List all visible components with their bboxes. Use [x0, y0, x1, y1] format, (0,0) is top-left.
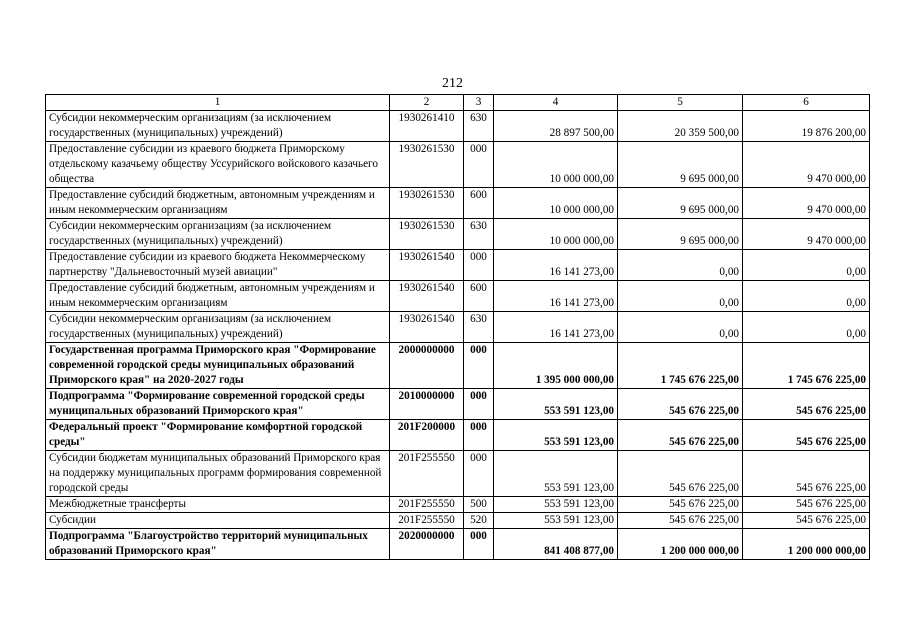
- amount-col5-cell: 0,00: [618, 281, 743, 312]
- amount-col6-cell: 0,00: [743, 250, 870, 281]
- row-name-cell: Предоставление субсидий бюджетным, автономным учреждениям и иным некоммерческим организациям: [46, 281, 390, 312]
- target-code-cell: 1930261540: [390, 250, 464, 281]
- table-row: [46, 343, 870, 389]
- row-name-cell: Предоставление субсидии из краевого бюджета Приморскому отдельскому казачьему обществу Уссурийского войскового казачьего общества: [46, 142, 390, 188]
- row-name-cell: Субсидии некоммерческим организациям (за исключением государственных (муниципальных) учреждений): [46, 219, 390, 250]
- amount-col6-cell: 545 676 225,00: [743, 389, 870, 420]
- table-row: [46, 451, 870, 497]
- amount-col4-cell: 553 591 123,00: [494, 513, 618, 529]
- expense-type-cell: 600: [464, 281, 494, 312]
- table-row: [46, 312, 870, 343]
- target-code-cell: 201F255550: [390, 513, 464, 529]
- expense-type-cell: 630: [464, 312, 494, 343]
- row-name-cell: Государственная программа Приморского края "Формирование современной городской среды муниципальных образований Приморского края" на 2020-2027 годы: [46, 343, 390, 389]
- amount-col6-cell: 9 470 000,00: [743, 219, 870, 250]
- amount-col5-cell: 545 676 225,00: [618, 420, 743, 451]
- table-row: [46, 250, 870, 281]
- expense-type-cell: 600: [464, 188, 494, 219]
- table-row: [46, 219, 870, 250]
- table-body: [46, 95, 870, 560]
- column-header: 1: [46, 95, 390, 111]
- amount-col5-cell: 9 695 000,00: [618, 219, 743, 250]
- amount-col6-cell: 545 676 225,00: [743, 513, 870, 529]
- amount-col6-cell: 9 470 000,00: [743, 188, 870, 219]
- target-code-cell: 2000000000: [390, 343, 464, 389]
- table-row: [46, 111, 870, 142]
- expense-type-cell: 000: [464, 250, 494, 281]
- amount-col6-cell: 545 676 225,00: [743, 497, 870, 513]
- column-header: 3: [464, 95, 494, 111]
- table-row: [46, 529, 870, 560]
- amount-col4-cell: 16 141 273,00: [494, 250, 618, 281]
- expense-type-cell: 000: [464, 343, 494, 389]
- column-header: 6: [743, 95, 870, 111]
- amount-col4-cell: 553 591 123,00: [494, 420, 618, 451]
- amount-col6-cell: 1 745 676 225,00: [743, 343, 870, 389]
- target-code-cell: 201F255550: [390, 451, 464, 497]
- column-header: 4: [494, 95, 618, 111]
- amount-col4-cell: 553 591 123,00: [494, 389, 618, 420]
- table-row: [46, 281, 870, 312]
- expense-type-cell: 000: [464, 451, 494, 497]
- table-row: [46, 389, 870, 420]
- expense-type-cell: 000: [464, 389, 494, 420]
- page-number: 212: [442, 76, 463, 91]
- amount-col5-cell: 545 676 225,00: [618, 497, 743, 513]
- expense-type-cell: 630: [464, 219, 494, 250]
- expense-type-cell: 520: [464, 513, 494, 529]
- row-name-cell: Субсидии бюджетам муниципальных образований Приморского края на поддержку муниципальных программ формирования современной городской среды: [46, 451, 390, 497]
- target-code-cell: 1930261530: [390, 219, 464, 250]
- row-name-cell: Подпрограмма "Формирование современной городской среды муниципальных образований Приморского края": [46, 389, 390, 420]
- target-code-cell: 1930261530: [390, 188, 464, 219]
- amount-col6-cell: 0,00: [743, 281, 870, 312]
- expense-type-cell: 000: [464, 529, 494, 560]
- row-name-cell: Предоставление субсидии из краевого бюджета Некоммерческому партнерству "Дальневосточный музей авиации": [46, 250, 390, 281]
- amount-col5-cell: 545 676 225,00: [618, 513, 743, 529]
- amount-col4-cell: 1 395 000 000,00: [494, 343, 618, 389]
- expense-type-cell: 630: [464, 111, 494, 142]
- amount-col4-cell: 553 591 123,00: [494, 451, 618, 497]
- table-row: [46, 420, 870, 451]
- amount-col5-cell: 0,00: [618, 312, 743, 343]
- row-name-cell: Межбюджетные трансферты: [46, 497, 390, 513]
- amount-col5-cell: 1 745 676 225,00: [618, 343, 743, 389]
- amount-col5-cell: 20 359 500,00: [618, 111, 743, 142]
- amount-col4-cell: 10 000 000,00: [494, 142, 618, 188]
- amount-col4-cell: 10 000 000,00: [494, 219, 618, 250]
- target-code-cell: 201F200000: [390, 420, 464, 451]
- amount-col5-cell: 545 676 225,00: [618, 389, 743, 420]
- column-header: 5: [618, 95, 743, 111]
- target-code-cell: 1930261540: [390, 281, 464, 312]
- expense-type-cell: 500: [464, 497, 494, 513]
- row-name-cell: Субсидии некоммерческим организациям (за исключением государственных (муниципальных) учреждений): [46, 312, 390, 343]
- expense-type-cell: 000: [464, 142, 494, 188]
- amount-col4-cell: 16 141 273,00: [494, 312, 618, 343]
- amount-col5-cell: 9 695 000,00: [618, 188, 743, 219]
- table-header-row: [46, 95, 870, 111]
- amount-col4-cell: 841 408 877,00: [494, 529, 618, 560]
- expense-type-cell: 000: [464, 420, 494, 451]
- target-code-cell: 1930261540: [390, 312, 464, 343]
- budget-table: [45, 94, 870, 560]
- row-name-cell: Предоставление субсидий бюджетным, автономным учреждениям и иным некоммерческим организациям: [46, 188, 390, 219]
- target-code-cell: 201F255550: [390, 497, 464, 513]
- amount-col4-cell: 553 591 123,00: [494, 497, 618, 513]
- table-row: [46, 188, 870, 219]
- target-code-cell: 2020000000: [390, 529, 464, 560]
- target-code-cell: 2010000000: [390, 389, 464, 420]
- row-name-cell: Подпрограмма "Благоустройство территорий муниципальных образований Приморского края": [46, 529, 390, 560]
- target-code-cell: 1930261410: [390, 111, 464, 142]
- target-code-cell: 1930261530: [390, 142, 464, 188]
- row-name-cell: Субсидии: [46, 513, 390, 529]
- amount-col4-cell: 28 897 500,00: [494, 111, 618, 142]
- row-name-cell: Субсидии некоммерческим организациям (за исключением государственных (муниципальных) учреждений): [46, 111, 390, 142]
- amount-col6-cell: 545 676 225,00: [743, 420, 870, 451]
- amount-col5-cell: 0,00: [618, 250, 743, 281]
- amount-col5-cell: 545 676 225,00: [618, 451, 743, 497]
- amount-col4-cell: 10 000 000,00: [494, 188, 618, 219]
- amount-col5-cell: 9 695 000,00: [618, 142, 743, 188]
- amount-col5-cell: 1 200 000 000,00: [618, 529, 743, 560]
- amount-col6-cell: 1 200 000 000,00: [743, 529, 870, 560]
- amount-col6-cell: 545 676 225,00: [743, 451, 870, 497]
- amount-col6-cell: 19 876 200,00: [743, 111, 870, 142]
- amount-col6-cell: 9 470 000,00: [743, 142, 870, 188]
- table-row: [46, 513, 870, 529]
- row-name-cell: Федеральный проект "Формирование комфортной городской среды": [46, 420, 390, 451]
- amount-col4-cell: 16 141 273,00: [494, 281, 618, 312]
- column-header: 2: [390, 95, 464, 111]
- table-row: [46, 142, 870, 188]
- table-row: [46, 497, 870, 513]
- amount-col6-cell: 0,00: [743, 312, 870, 343]
